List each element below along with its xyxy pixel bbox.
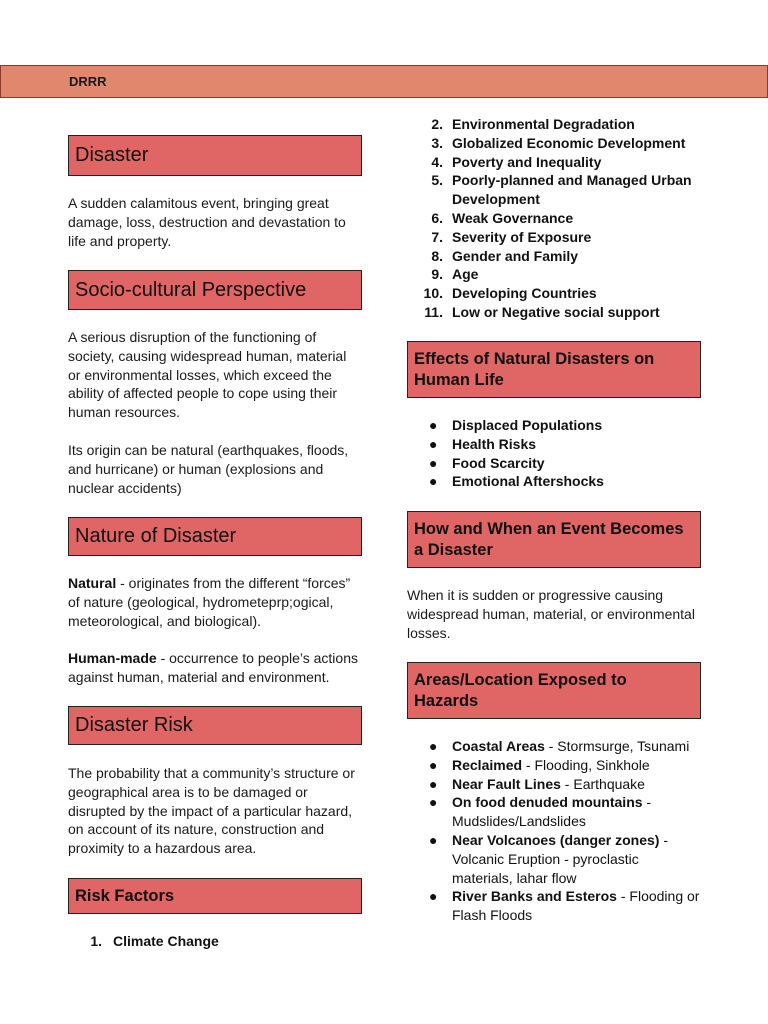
list-item bbox=[407, 134, 707, 153]
list-item-number: 11. bbox=[424, 303, 443, 320]
list-item bbox=[407, 454, 701, 473]
list-item-label: Severity of Exposure bbox=[452, 228, 592, 245]
socio-title: Socio-cultural Perspective bbox=[75, 278, 307, 301]
list-item-label: Developing Countries bbox=[452, 285, 597, 302]
effects-heading bbox=[407, 341, 701, 398]
human-made-term: Human-made bbox=[68, 650, 157, 666]
list-item-label: Food Scarcity bbox=[452, 454, 545, 471]
bullet-icon: ● bbox=[429, 417, 438, 433]
list-item-term: Near Volcanoes (danger zones) bbox=[452, 831, 660, 848]
list-item-detail: - Flooding or Flash Floods bbox=[452, 888, 700, 924]
list-item-label: Gender and Family bbox=[452, 247, 579, 264]
risk-definition: The probability that a community’s structure or geographical area is to be damaged or disrupted by the impact of a particular hazard, on account of its nature, construction and proximity to a hazardous area. bbox=[68, 765, 355, 857]
list-item-term: On food denuded mountains bbox=[452, 794, 643, 811]
list-item bbox=[407, 737, 701, 756]
list-item-detail: - Earthquake bbox=[560, 775, 645, 792]
disaster-definition: A sudden calamitous event, bringing great damage, loss, destruction and devastation to life and property. bbox=[68, 195, 346, 249]
bullet-icon: ● bbox=[429, 756, 438, 773]
disaster-heading bbox=[68, 135, 362, 176]
natural-term: Natural bbox=[68, 575, 117, 591]
list-item-number: 10. bbox=[423, 285, 443, 302]
disaster-title: Disaster bbox=[75, 144, 149, 166]
list-item-term: Coastal Areas bbox=[452, 738, 545, 754]
nature-human-paragraph bbox=[68, 649, 360, 687]
socio-heading bbox=[68, 270, 362, 310]
list-item-term: Near Fault Lines bbox=[452, 775, 561, 792]
how-when-paragraph: When it is sudden or progressive causing widespread human, material, or environmental losses. bbox=[407, 587, 695, 641]
list-item-number: 2. bbox=[431, 116, 443, 132]
header-label: DRRR bbox=[69, 74, 107, 89]
list-item-term: Reclaimed bbox=[452, 756, 523, 773]
header-band bbox=[0, 65, 768, 98]
effects-list bbox=[407, 416, 701, 491]
list-item bbox=[407, 265, 707, 284]
socio-paragraph-2: Its origin can be natural (earthquakes, floods, and hurricane) or human (explosions and nuclear accidents) bbox=[68, 442, 349, 496]
list-item bbox=[407, 775, 701, 794]
how-when-title: How and When an Event Becomes a Disaster bbox=[414, 519, 684, 559]
list-item-label: Poverty and Inequality bbox=[452, 153, 602, 170]
list-item bbox=[407, 756, 701, 775]
list-item-number: 5. bbox=[431, 172, 443, 189]
list-item bbox=[407, 247, 707, 266]
list-item-number: 9. bbox=[431, 266, 443, 283]
areas-list bbox=[407, 737, 701, 925]
bullet-icon: ● bbox=[429, 738, 438, 754]
effects-title: Effects of Natural Disasters on Human Life bbox=[414, 349, 655, 389]
risk-heading bbox=[68, 706, 362, 745]
list-item bbox=[407, 303, 707, 322]
list-item-number: 6. bbox=[431, 209, 443, 226]
bullet-icon: ● bbox=[429, 794, 438, 811]
list-item-number: 7. bbox=[431, 228, 443, 245]
nature-natural-paragraph bbox=[68, 574, 364, 630]
list-item bbox=[68, 932, 362, 951]
bullet-icon: ● bbox=[429, 888, 438, 905]
list-item-number: 4. bbox=[431, 153, 443, 170]
list-item bbox=[407, 209, 707, 228]
list-item-detail: - Flooding, Sinkhole bbox=[522, 756, 650, 773]
list-item-label: Climate Change bbox=[113, 933, 219, 949]
list-item bbox=[407, 153, 707, 172]
risk-factors-title: Risk Factors bbox=[75, 886, 175, 905]
list-item-number: 1. bbox=[90, 933, 102, 949]
list-item-detail: - Stormsurge, Tsunami bbox=[544, 738, 690, 754]
list-item bbox=[407, 284, 707, 303]
list-item-label: Weak Governance bbox=[452, 209, 574, 226]
list-item bbox=[407, 416, 701, 435]
how-when-heading bbox=[407, 511, 701, 568]
list-item bbox=[407, 887, 701, 925]
list-item bbox=[407, 228, 707, 247]
bullet-icon: ● bbox=[429, 435, 438, 452]
list-item-label: Displaced Populations bbox=[452, 417, 603, 433]
socio-paragraph-1: A serious disruption of the functioning of society, causing widespread human, material or environmental losses, which exceed the ability of affected people to cope using their human resources. bbox=[68, 329, 347, 421]
list-item-label: Poorly-planned and Managed Urban Development bbox=[452, 172, 692, 208]
list-item-detail: - Volcanic Eruption - pyroclastic materials, lahar flow bbox=[452, 831, 669, 886]
nature-heading bbox=[68, 517, 362, 556]
list-item-label: Emotional Aftershocks bbox=[452, 473, 604, 490]
human-made-description: - occurrence to people’s actions against human, material and environment. bbox=[68, 650, 358, 685]
list-item bbox=[407, 435, 701, 454]
list-item-term: River Banks and Esteros bbox=[452, 888, 617, 905]
areas-heading bbox=[407, 662, 701, 719]
bullet-icon: ● bbox=[429, 454, 438, 471]
list-item-number: 8. bbox=[431, 247, 443, 264]
bullet-icon: ● bbox=[429, 775, 438, 792]
bullet-icon: ● bbox=[429, 473, 438, 490]
list-item-label: Age bbox=[452, 266, 479, 283]
list-item-label: Environmental Degradation bbox=[452, 116, 635, 132]
risk-factors-heading bbox=[68, 878, 362, 914]
list-item-detail: - Mudslides/Landslides bbox=[452, 794, 652, 830]
nature-title: Nature of Disaster bbox=[75, 525, 237, 547]
list-item-number: 3. bbox=[431, 134, 443, 151]
list-item bbox=[407, 115, 707, 134]
areas-title: Areas/Location Exposed to Hazards bbox=[414, 670, 627, 710]
risk-factors-list-continued bbox=[407, 115, 707, 322]
list-item-label: Globalized Economic Development bbox=[452, 134, 686, 151]
list-item bbox=[407, 831, 701, 887]
list-item-label: Low or Negative social support bbox=[452, 303, 660, 320]
risk-factors-list-start bbox=[68, 932, 362, 951]
list-item bbox=[407, 472, 701, 491]
bullet-icon: ● bbox=[429, 831, 438, 848]
risk-title: Disaster Risk bbox=[75, 714, 193, 736]
natural-description: - originates from the different “forces” of nature (geological, hydrometeprp;ogical, meteorological, and biological). bbox=[68, 575, 351, 629]
list-item-label: Health Risks bbox=[452, 435, 537, 452]
list-item bbox=[407, 793, 701, 831]
list-item bbox=[407, 171, 707, 209]
